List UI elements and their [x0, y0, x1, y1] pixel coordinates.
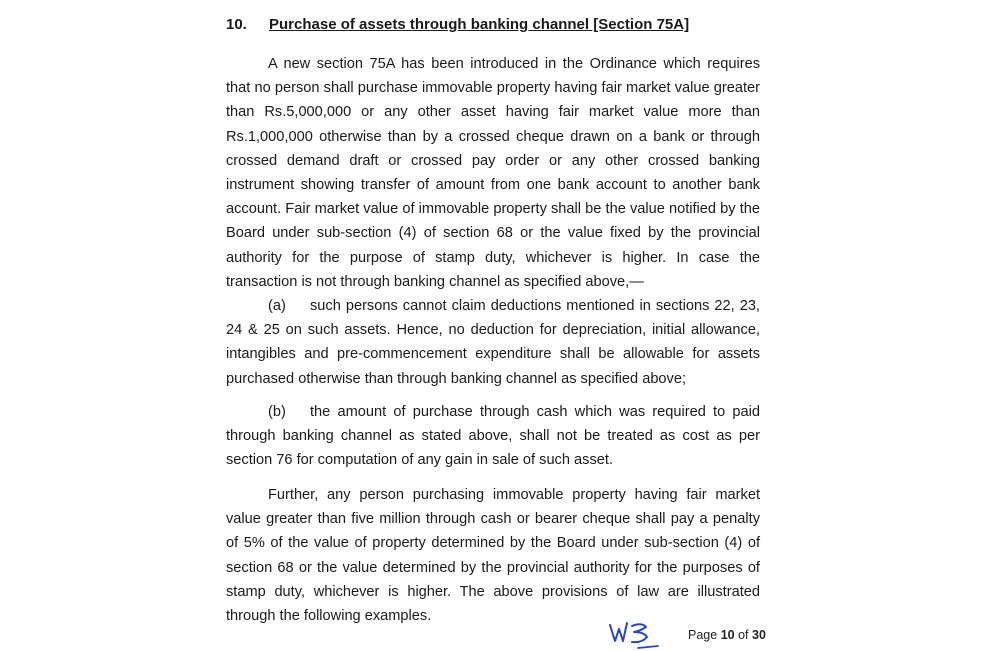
current-page: 10 [720, 628, 735, 642]
list-marker-a: (a) [268, 298, 286, 314]
list-item-a [226, 294, 760, 391]
further-paragraph: Further, any person purchasing immovable property having fair market value greater than five million through cash or bearer cheque shall pay a penalty of 5% of the value of property determined by the Board under sub-section (4) of section 68 or the value determined by the provincial authority for the purposes of stamp duty, whichever is higher. The above provisions of law are illustrated through the following examples. [226, 487, 760, 625]
signature-icon [606, 617, 666, 651]
of-label: of [738, 628, 749, 642]
section-number: 10. [226, 16, 247, 33]
section-title: Purchase of assets through banking channel [Section 75A] [269, 16, 690, 33]
total-pages: 30 [752, 628, 766, 642]
list-marker-b: (b) [268, 404, 286, 420]
list-item-b [226, 400, 760, 473]
list-item-b-text: the amount of purchase through cash which was required to paid through banking channel as stated above, shall not be treated as cost as per section 76 for computation of any gain in sale of such asset. [226, 404, 760, 469]
page-number [688, 628, 766, 642]
intro-paragraph: A new section 75A has been introduced in the Ordinance which requires that no person shall purchase immovable property having fair market value greater than Rs.5,000,000 or any other asset having fair market value more than Rs.1,000,000 otherwise than by a crossed cheque drawn on a bank or through crossed demand draft or crossed pay order or any other crossed banking instrument showing transfer of amount from one bank account to another bank account. Fair market value of immovable property shall be the value notified by the Board under sub-section (4) of section 68 or the value fixed by the provincial authority for the purpose of stamp duty, whichever is higher. In case the transaction is not through banking channel as specified above,— [226, 56, 760, 290]
section-heading [226, 16, 689, 33]
page-label: Page [688, 628, 718, 642]
list-item-a-text: such persons cannot claim deductions mentioned in sections 22, 23, 24 & 25 on such assets. Hence, no deduction for depreciation, initial allowance, intangibles and pre-commencement expenditure shall be allowable for assets purchased otherwise than through banking channel as specified above; [226, 298, 760, 387]
